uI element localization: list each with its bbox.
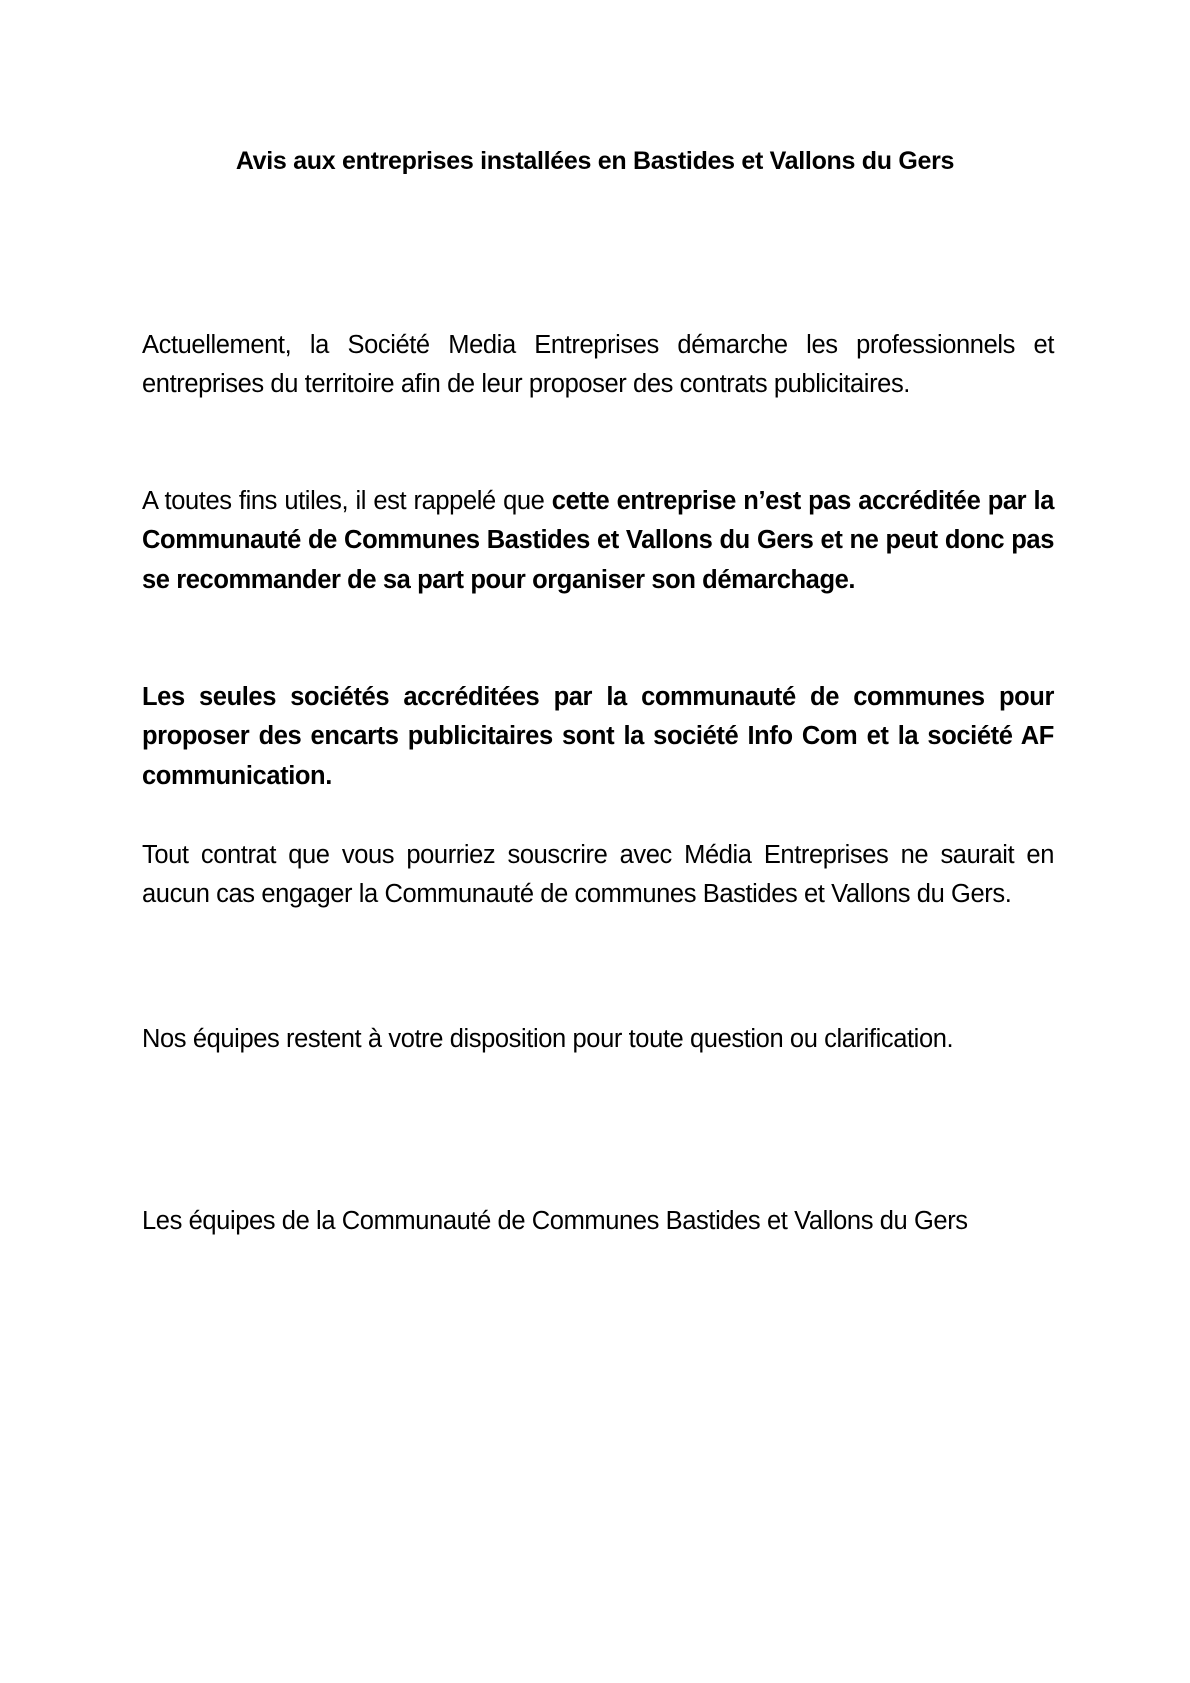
paragraph-contract-warning: Tout contrat que vous pourriez souscrire avec Média Entreprises ne saurait en aucun cas engager la Communauté de communes Bastides et Vallons du Gers. — [142, 840, 1054, 908]
paragraph-accredited-companies: Les seules sociétés accréditées par la communauté de communes pour proposer des encarts publicitaires sont la société Info Com et la société AF communication. — [142, 682, 1054, 790]
paragraph-contact: Nos équipes restent à votre disposition pour toute question ou clarification. — [142, 1024, 954, 1053]
signature: Les équipes de la Communauté de Communes Bastides et Vallons du Gers — [142, 1206, 968, 1235]
document-title: Avis aux entreprises installées en Bastides et Vallons du Gers — [235, 147, 955, 175]
paragraph-reminder — [142, 482, 1054, 601]
paragraph-reminder-normal: A toutes fins utiles, il est rappelé que — [142, 486, 552, 515]
paragraph-reminder-bold: cette entreprise n’est pas accréditée par la Communauté de Communes Bastides et Vallons du Gers et ne peut donc pas se recommander de sa part pour organiser son démarchage. — [142, 486, 1054, 594]
paragraph-intro: Actuellement, la Société Media Entreprises démarche les professionnels et entreprises du territoire afin de leur proposer des contrats publicitaires. — [142, 330, 1054, 398]
